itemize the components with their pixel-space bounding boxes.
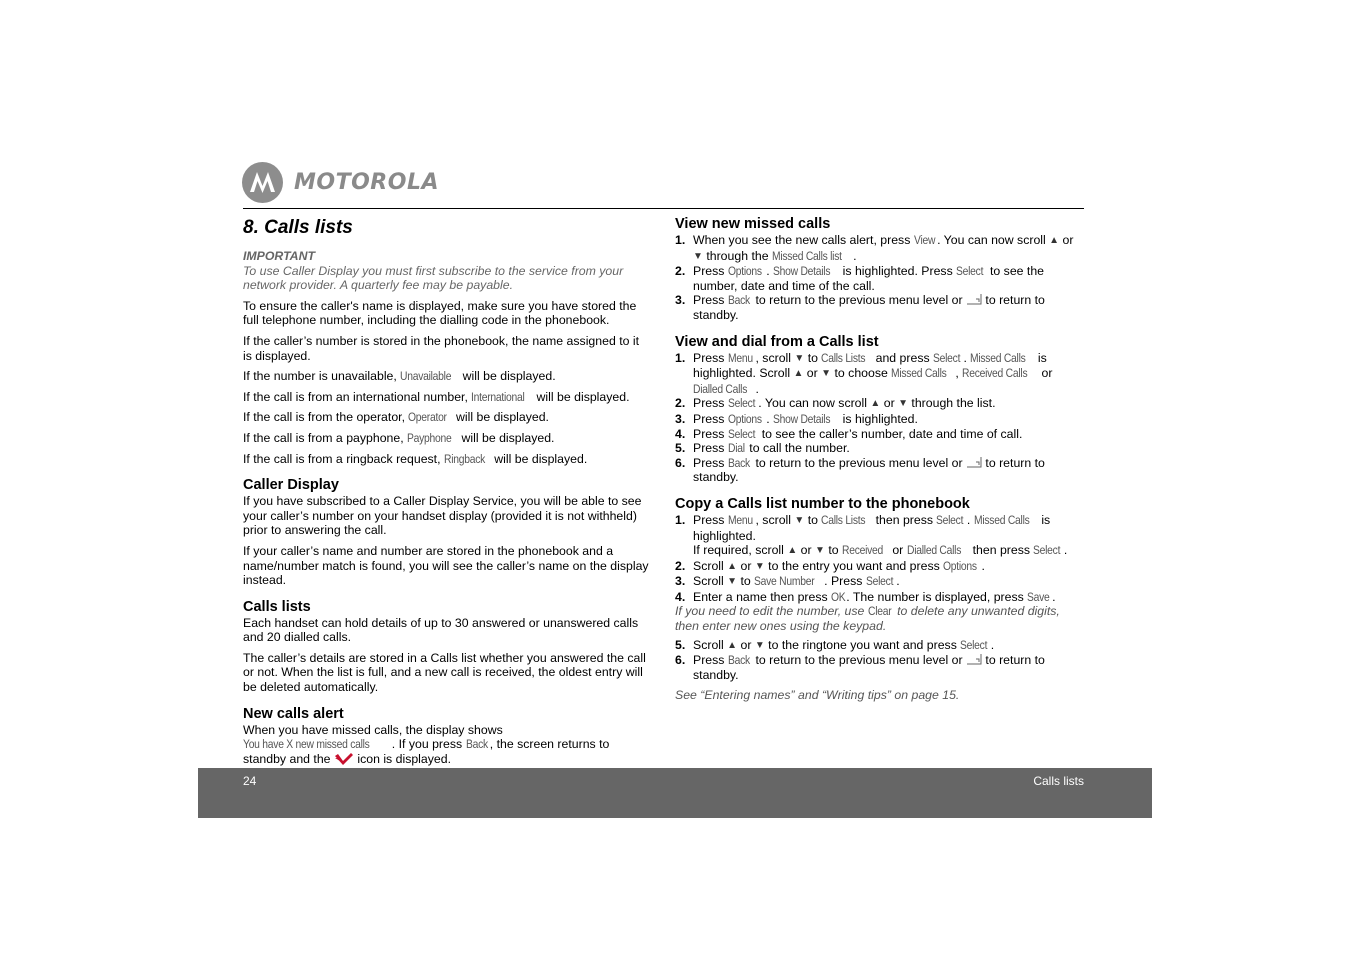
text-run: Press xyxy=(693,411,728,426)
display-text: International xyxy=(471,389,525,404)
display-text: Select xyxy=(936,512,964,527)
display-text: Dialled Calls xyxy=(906,543,961,558)
steps-list xyxy=(675,351,1085,485)
display-text: Options xyxy=(943,558,978,573)
text-run: will be displayed. xyxy=(533,389,630,404)
text-run: . xyxy=(766,411,774,426)
text-run: to xyxy=(824,543,842,558)
text-run: . xyxy=(1052,589,1056,604)
text-run: is highlighted. Scroll xyxy=(693,350,1047,381)
step xyxy=(675,653,1085,682)
display-text: Select xyxy=(960,637,988,652)
text-run: Press xyxy=(693,455,728,470)
header-rule xyxy=(243,208,1084,209)
display-text: Ringback xyxy=(443,451,485,466)
text-run: . You can now scroll xyxy=(937,233,1050,247)
step-number: 1. xyxy=(675,233,686,247)
text-run: If the call is from a payphone, xyxy=(243,430,408,445)
display-text: Received xyxy=(842,543,884,558)
text-run: then press xyxy=(872,512,937,527)
text-run: , scroll xyxy=(755,350,795,365)
text-run: Press xyxy=(693,293,728,308)
step-number: 5. xyxy=(675,637,686,652)
scroll-down-icon: ▼ xyxy=(794,514,805,526)
scroll-up-icon: ▲ xyxy=(870,398,881,410)
display-text: Calls Lists xyxy=(821,350,866,365)
text-run: . xyxy=(896,574,900,589)
text-run: . xyxy=(963,350,971,365)
text-run: or xyxy=(888,543,907,558)
display-text: Select xyxy=(1033,543,1061,558)
text-run: . xyxy=(755,381,759,396)
page-footer xyxy=(198,768,1152,818)
step-number: 3. xyxy=(675,411,686,426)
text-run: to xyxy=(737,574,755,589)
step xyxy=(675,441,1085,456)
text-run: to delete any unwanted digits, then enter new ones using the keypad. xyxy=(675,604,1060,634)
paragraph xyxy=(243,369,651,384)
text-run: or xyxy=(737,558,755,573)
text-run: to see the number, date and time of the call. xyxy=(693,264,1045,293)
steps-list xyxy=(675,638,1085,683)
paragraph: If your caller’s name and number are stored in the phonebook and a name/number match is found, you will see the caller’s name on the display instead. xyxy=(243,543,649,588)
step-number: 6. xyxy=(675,455,686,470)
scroll-down-icon: ▼ xyxy=(727,576,738,588)
text-run: . xyxy=(966,512,974,527)
text-run: . The number is displayed, press xyxy=(846,589,1028,604)
step-number: 1. xyxy=(675,512,686,527)
paragraph xyxy=(243,390,651,405)
footer-section-title: Calls lists xyxy=(1033,774,1084,788)
text-run: through the list. xyxy=(908,396,996,411)
text-run: If the call is from an international number, xyxy=(243,389,472,404)
text-run: If required, scroll xyxy=(693,543,788,558)
step-number: 2. xyxy=(675,264,686,279)
view-missed-section xyxy=(675,216,1085,323)
text-run: Scroll xyxy=(693,558,728,573)
text-run: When you see the new calls alert, press xyxy=(693,233,914,247)
text-run: , the screen returns to standby and the xyxy=(243,737,610,766)
missed-call-icon xyxy=(334,752,354,766)
text-run: . You can now scroll xyxy=(758,396,871,411)
text-run: If the call is from the operator, xyxy=(243,410,409,425)
step-number: 5. xyxy=(675,441,686,456)
paragraph: If the caller’s number is stored in the phonebook, the name assigned to it is displayed. xyxy=(243,333,640,363)
text-run: , xyxy=(955,366,963,381)
edit-note xyxy=(675,604,1085,633)
section-heading: Caller Display xyxy=(243,477,339,494)
step-number: 4. xyxy=(675,426,686,441)
display-text: You have X new missed calls xyxy=(243,737,370,752)
paragraph xyxy=(243,431,651,446)
text-run: or xyxy=(797,543,815,558)
text-run: . xyxy=(990,637,995,652)
text-run: and press xyxy=(872,350,934,365)
section-heading: Calls lists xyxy=(243,598,311,615)
display-text: Save xyxy=(1027,589,1050,604)
scroll-down-icon: ▼ xyxy=(821,368,832,380)
step-number: 2. xyxy=(675,558,686,573)
scroll-up-icon: ▲ xyxy=(787,545,798,557)
text-run: then press xyxy=(969,543,1034,558)
step xyxy=(675,264,1085,293)
text-run: If the call is from a ringback request, xyxy=(243,451,444,466)
text-run: Press xyxy=(693,264,728,279)
paragraph: The caller’s details are stored in a Calls list whether you answered the call or not. When the list is full, and a new call is received, the oldest entry will be deleted automatically. xyxy=(243,650,646,695)
display-text: Menu xyxy=(727,512,753,527)
text-run: will be displayed. xyxy=(459,369,556,384)
text-run: to xyxy=(804,350,822,365)
display-text: Back xyxy=(727,293,750,308)
step xyxy=(675,574,1085,590)
text-run: to see the caller’s number, date and time of call. xyxy=(758,426,1023,441)
steps-list xyxy=(675,233,1085,323)
display-text: Select xyxy=(956,264,984,279)
text-run: . Press xyxy=(824,574,866,589)
section-heading: Copy a Calls list number to the phonebook xyxy=(675,495,970,512)
text-run: or xyxy=(803,366,822,381)
text-run: When you have missed calls, the display shows xyxy=(243,722,503,737)
calls-lists-section xyxy=(243,599,651,695)
display-text: Calls Lists xyxy=(821,512,866,527)
text-run: or xyxy=(1059,233,1074,247)
end-call-icon xyxy=(966,293,982,305)
step xyxy=(675,559,1085,575)
display-text: View xyxy=(913,233,935,247)
text-run: will be displayed. xyxy=(452,410,549,425)
paragraph xyxy=(243,452,651,467)
step-number: 3. xyxy=(675,293,686,308)
text-run: to the entry you want and press xyxy=(764,558,944,573)
display-text: Missed Calls xyxy=(891,366,947,381)
text-run: If the number is unavailable, xyxy=(243,369,401,384)
display-text: Dial xyxy=(727,441,745,456)
end-call-icon xyxy=(966,653,982,665)
text-run: is highlighted. xyxy=(693,512,1051,543)
step xyxy=(675,412,1085,427)
new-calls-alert-section xyxy=(243,706,651,767)
text-run: Press xyxy=(693,426,728,441)
caller-display-section xyxy=(243,477,651,588)
text-run: . xyxy=(766,264,774,279)
display-text: OK xyxy=(831,589,846,604)
text-run: to choose xyxy=(831,366,892,381)
text-run: . xyxy=(853,248,857,263)
display-text: Options xyxy=(727,411,762,426)
right-column xyxy=(675,216,1085,703)
text-run: Press xyxy=(693,512,728,527)
step-number: 4. xyxy=(675,589,686,604)
text-run: to xyxy=(804,512,822,527)
scroll-up-icon: ▲ xyxy=(727,639,738,651)
text-run: icon is displayed. xyxy=(353,751,451,766)
display-text: Back xyxy=(727,455,750,470)
display-text: Back xyxy=(465,737,488,752)
scroll-down-icon: ▼ xyxy=(693,250,703,262)
copy-section xyxy=(675,496,1085,703)
section-heading: View and dial from a Calls list xyxy=(675,333,879,350)
display-text: Dialled Calls xyxy=(693,381,748,396)
view-dial-section xyxy=(675,334,1085,485)
text-run: to return to the previous menu level or xyxy=(752,653,966,668)
step xyxy=(675,396,1085,412)
step xyxy=(675,351,1085,397)
scroll-up-icon: ▲ xyxy=(793,368,804,380)
scroll-down-icon: ▼ xyxy=(754,560,765,572)
display-text: Operator xyxy=(408,410,448,425)
display-text: Select xyxy=(865,574,894,589)
text-run: will be displayed. xyxy=(490,451,588,466)
text-run: or xyxy=(1038,366,1053,381)
see-also-note: See “Entering names” and “Writing tips” on page 15. xyxy=(675,688,960,703)
text-run: is highlighted. Press xyxy=(839,264,957,279)
scroll-up-icon: ▲ xyxy=(727,560,738,572)
display-text: Options xyxy=(727,264,762,279)
page-title: 8. Calls lists xyxy=(243,217,353,238)
important-text: To use Caller Display you must first subscribe to the service from your network provider. A quarterly fee may be payable. xyxy=(243,263,624,293)
step xyxy=(675,293,1085,322)
steps-list xyxy=(675,513,1085,605)
step-number: 6. xyxy=(675,653,686,668)
scroll-down-icon: ▼ xyxy=(754,639,765,651)
scroll-down-icon: ▼ xyxy=(794,352,805,364)
text-run: through the xyxy=(702,248,772,263)
display-text: Menu xyxy=(727,350,753,365)
section-heading: New calls alert xyxy=(243,705,344,722)
display-text: Show Details xyxy=(773,411,831,426)
display-text: Select xyxy=(933,350,961,365)
text-run: Enter a name then press xyxy=(693,589,832,604)
text-run: If you need to edit the number, use xyxy=(675,604,868,619)
page-number: 24 xyxy=(243,774,257,788)
display-text: Missed Calls xyxy=(970,350,1026,365)
text-run: to the ringtone you want and press xyxy=(764,637,961,652)
step xyxy=(675,513,1085,559)
paragraph: Each handset can hold details of up to 30 answered or unanswered calls and 20 dialled calls. xyxy=(243,615,639,645)
step-number: 3. xyxy=(675,574,686,589)
scroll-down-icon: ▼ xyxy=(815,545,825,557)
step xyxy=(675,456,1085,485)
scroll-up-icon: ▲ xyxy=(1049,235,1060,246)
left-column xyxy=(243,216,651,772)
display-text: Received Calls xyxy=(962,366,1028,381)
text-run: to return to standby. xyxy=(693,455,1045,485)
section-heading: View new missed calls xyxy=(675,216,831,232)
motorola-logo xyxy=(242,162,457,204)
brand-name: MOTOROLA xyxy=(294,170,439,195)
text-run: Press xyxy=(693,350,728,365)
paragraph xyxy=(243,410,651,425)
display-text: Back xyxy=(727,653,750,668)
display-text: Select xyxy=(727,396,756,411)
text-run: , scroll xyxy=(755,512,795,527)
step-number: 2. xyxy=(675,396,686,411)
text-run: Press xyxy=(693,653,728,668)
display-text: Missed Calls xyxy=(973,512,1030,527)
text-run: . xyxy=(981,558,985,573)
text-run: . If you press xyxy=(391,737,466,752)
paragraph: If you have subscribed to a Caller Display Service, you will be able to see your caller’s number on your handset display (provided it is not withheld) prior to answering the call. xyxy=(243,494,642,538)
text-run: to return to standby. xyxy=(693,293,1045,322)
text-run: to call the number. xyxy=(745,441,850,456)
paragraph: To ensure the caller's name is displayed, make sure you have stored the full telephone number, including the dialling code in the phonebook. xyxy=(243,298,637,328)
display-text: Save Number xyxy=(754,574,815,589)
text-run: to return to the previous menu level or xyxy=(752,455,966,470)
step xyxy=(675,233,1085,264)
text-run: is highlighted. xyxy=(839,411,918,426)
text-run: . xyxy=(1063,543,1068,558)
text-run: to return to the previous menu level or xyxy=(752,293,966,308)
text-run: Scroll xyxy=(693,637,728,652)
important-label: IMPORTANT xyxy=(243,249,315,263)
text-run: Press xyxy=(693,441,728,456)
display-text: Missed Calls list xyxy=(771,248,842,263)
display-text: Clear xyxy=(867,604,892,619)
step xyxy=(675,590,1085,605)
text-run: Scroll xyxy=(693,574,728,589)
display-text: Unavailable xyxy=(400,369,452,384)
display-text: Select xyxy=(727,426,756,441)
step xyxy=(675,427,1085,442)
display-text: Payphone xyxy=(407,430,452,445)
display-text: Show Details xyxy=(773,264,831,279)
text-run: or xyxy=(880,396,899,411)
scroll-down-icon: ▼ xyxy=(898,398,908,410)
text-run: will be displayed. xyxy=(458,430,555,445)
step-number: 1. xyxy=(675,350,686,365)
text-run: or xyxy=(737,637,755,652)
text-run: Press xyxy=(693,396,728,411)
motorola-batwing-icon xyxy=(242,162,283,203)
paragraph xyxy=(243,723,651,767)
step xyxy=(675,638,1085,654)
text-run: to return to standby. xyxy=(693,653,1045,682)
end-call-icon xyxy=(966,456,982,468)
